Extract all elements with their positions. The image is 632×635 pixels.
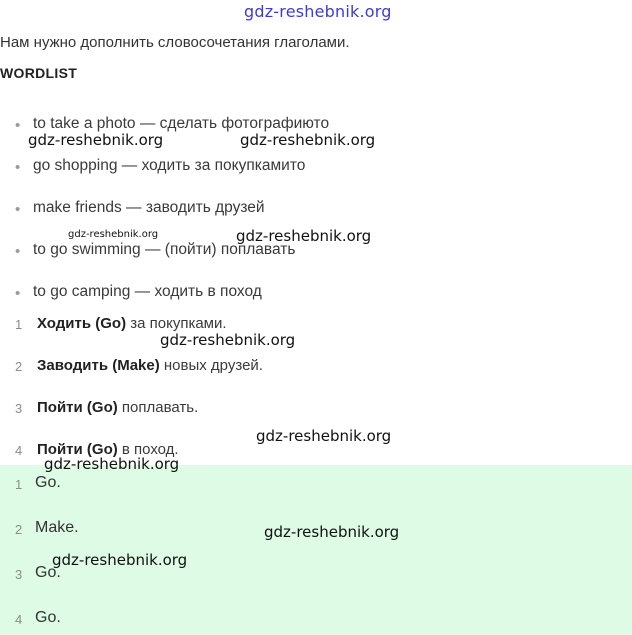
watermark: gdz-reshebnik.org	[264, 523, 400, 541]
wordlist-item: to go swimming — (пойти) поплавать	[33, 241, 296, 258]
exercise-number: 2	[15, 359, 23, 374]
exercise-verb: Ходить (Go)	[37, 315, 127, 332]
watermark: gdz-reshebnik.org	[256, 427, 392, 445]
exercise-rest: за покупками.	[126, 315, 227, 332]
answer-text: Go.	[35, 474, 61, 491]
answer-text: Make.	[35, 519, 79, 536]
wordlist-item: to take a photo — сделать фотографиюто	[33, 115, 330, 132]
bullet-icon: •	[15, 285, 21, 302]
answer-text: Go.	[35, 609, 61, 626]
exercise-number: 4	[15, 443, 23, 458]
watermark-top: gdz-reshebnik.org	[244, 2, 392, 21]
watermark: gdz-reshebnik.org	[52, 551, 188, 569]
exercise-verb: Пойти (Go)	[37, 399, 118, 416]
bullet-icon: •	[15, 201, 21, 218]
exercise-rest: в поход.	[117, 441, 179, 458]
wordlist-heading: WORDLIST	[0, 65, 78, 81]
answers-panel	[0, 465, 632, 635]
exercise-number: 3	[15, 401, 23, 416]
watermark: gdz-reshebnik.org	[240, 131, 376, 149]
exercise-number: 1	[15, 317, 23, 332]
exercise-item	[37, 357, 263, 374]
intro-text: Нам нужно дополнить словосочетания глаголами.	[0, 34, 350, 51]
bullet-icon: •	[15, 159, 21, 176]
bullet-icon: •	[15, 117, 21, 134]
exercise-rest: поплавать.	[117, 399, 199, 416]
answer-number: 2	[15, 522, 23, 537]
exercise-verb: Заводить (Make)	[37, 357, 160, 374]
wordlist-item: to go camping — ходить в поход	[33, 283, 262, 300]
answer-number: 1	[15, 477, 23, 492]
exercise-verb: Пойти (Go)	[37, 441, 118, 458]
wordlist-item: make friends — заводить друзей	[33, 199, 265, 216]
watermark: gdz-reshebnik.org	[44, 455, 180, 473]
answer-number: 4	[15, 612, 23, 627]
watermark: gdz-reshebnik.org	[236, 227, 372, 245]
watermark: gdz-reshebnik.org	[160, 331, 296, 349]
exercise-item	[37, 315, 227, 332]
exercise-rest: новых друзей.	[159, 357, 263, 374]
wordlist-item: go shopping — ходить за покупкамито	[33, 157, 306, 174]
exercise-item	[37, 399, 198, 416]
answer-text: Go.	[35, 564, 61, 581]
watermark: gdz-reshebnik.org	[68, 229, 159, 240]
bullet-icon: •	[15, 243, 21, 260]
watermark: gdz-reshebnik.org	[28, 131, 164, 149]
answer-number: 3	[15, 567, 23, 582]
